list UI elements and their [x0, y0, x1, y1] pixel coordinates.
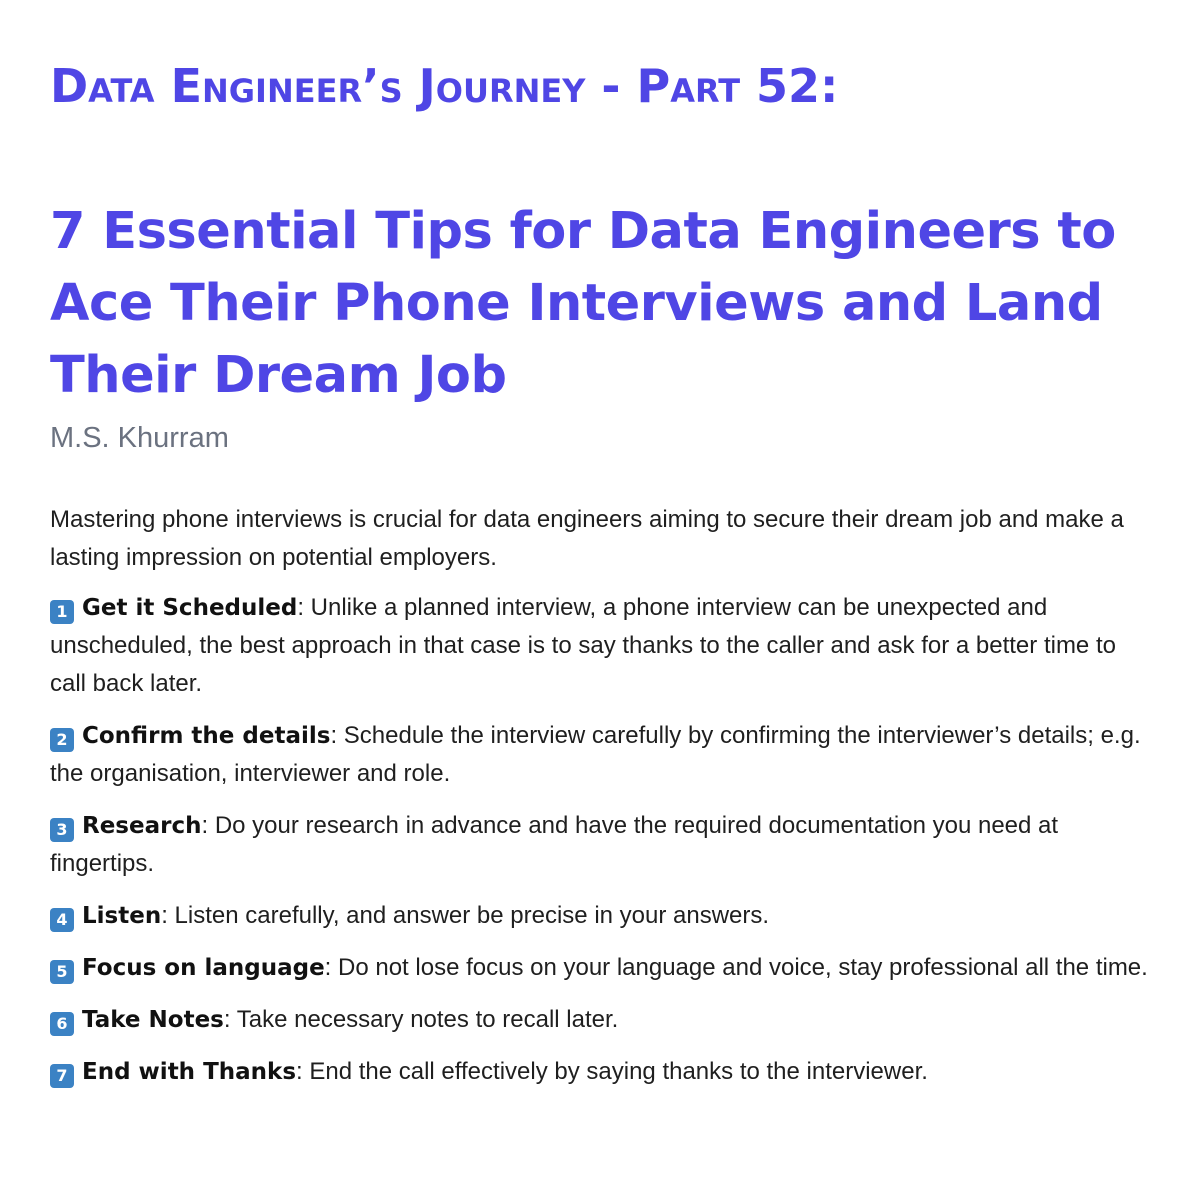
- keycap-number-icon: 2: [50, 728, 74, 752]
- tip-text: : Unlike a planned interview, a phone interview can be unexpected and unscheduled, the best approach in that case is to say thanks to the caller and ask for a better time to call back later.: [50, 594, 1116, 697]
- tip-item: [50, 589, 1150, 703]
- tips-list: [50, 589, 1150, 1105]
- series-title: Data Engineer’s Journey - Part 52:: [50, 59, 839, 113]
- page-title: 7 Essential Tips for Data Engineers to Ace Their Phone Interviews and Land Their Dream Job: [50, 202, 1116, 405]
- tip-item: [50, 1001, 1150, 1039]
- tip-title: Take Notes: [82, 1007, 224, 1033]
- keycap-number-icon: 6: [50, 1012, 74, 1036]
- tip-text: : Listen carefully, and answer be precise in your answers.: [161, 902, 770, 929]
- tip-text: : Schedule the interview carefully by confirming the interviewer’s details; e.g. the organisation, interviewer and role.: [50, 722, 1141, 787]
- author-name: M.S. Khurram: [50, 422, 229, 454]
- tip-title: Listen: [82, 903, 162, 929]
- tip-item: [50, 1053, 1150, 1091]
- tip-title: Confirm the details: [82, 723, 331, 749]
- keycap-number-icon: 5: [50, 960, 74, 984]
- tip-item: [50, 897, 1150, 935]
- keycap-number-icon: 7: [50, 1064, 74, 1088]
- tip-text: : Take necessary notes to recall later.: [223, 1006, 619, 1033]
- tip-title: Get it Scheduled: [82, 595, 298, 621]
- tip-title: Research: [82, 813, 202, 839]
- keycap-number-icon: 4: [50, 908, 74, 932]
- tip-title: End with Thanks: [82, 1059, 297, 1085]
- tip-item: [50, 949, 1150, 987]
- tip-item: [50, 807, 1150, 883]
- tip-text: : Do your research in advance and have the required documentation you need at fingertips.: [50, 812, 1059, 877]
- tip-item: [50, 717, 1150, 793]
- tip-text: : Do not lose focus on your language and voice, stay professional all the time.: [324, 954, 1148, 981]
- tip-text: : End the call effectively by saying thanks to the interviewer.: [296, 1058, 928, 1085]
- keycap-number-icon: 3: [50, 818, 74, 842]
- tip-title: Focus on language: [82, 955, 325, 981]
- keycap-number-icon: 1: [50, 600, 74, 624]
- intro-paragraph: Mastering phone interviews is crucial for data engineers aiming to secure their dream job and make a lasting impression on potential employers.: [50, 506, 1124, 571]
